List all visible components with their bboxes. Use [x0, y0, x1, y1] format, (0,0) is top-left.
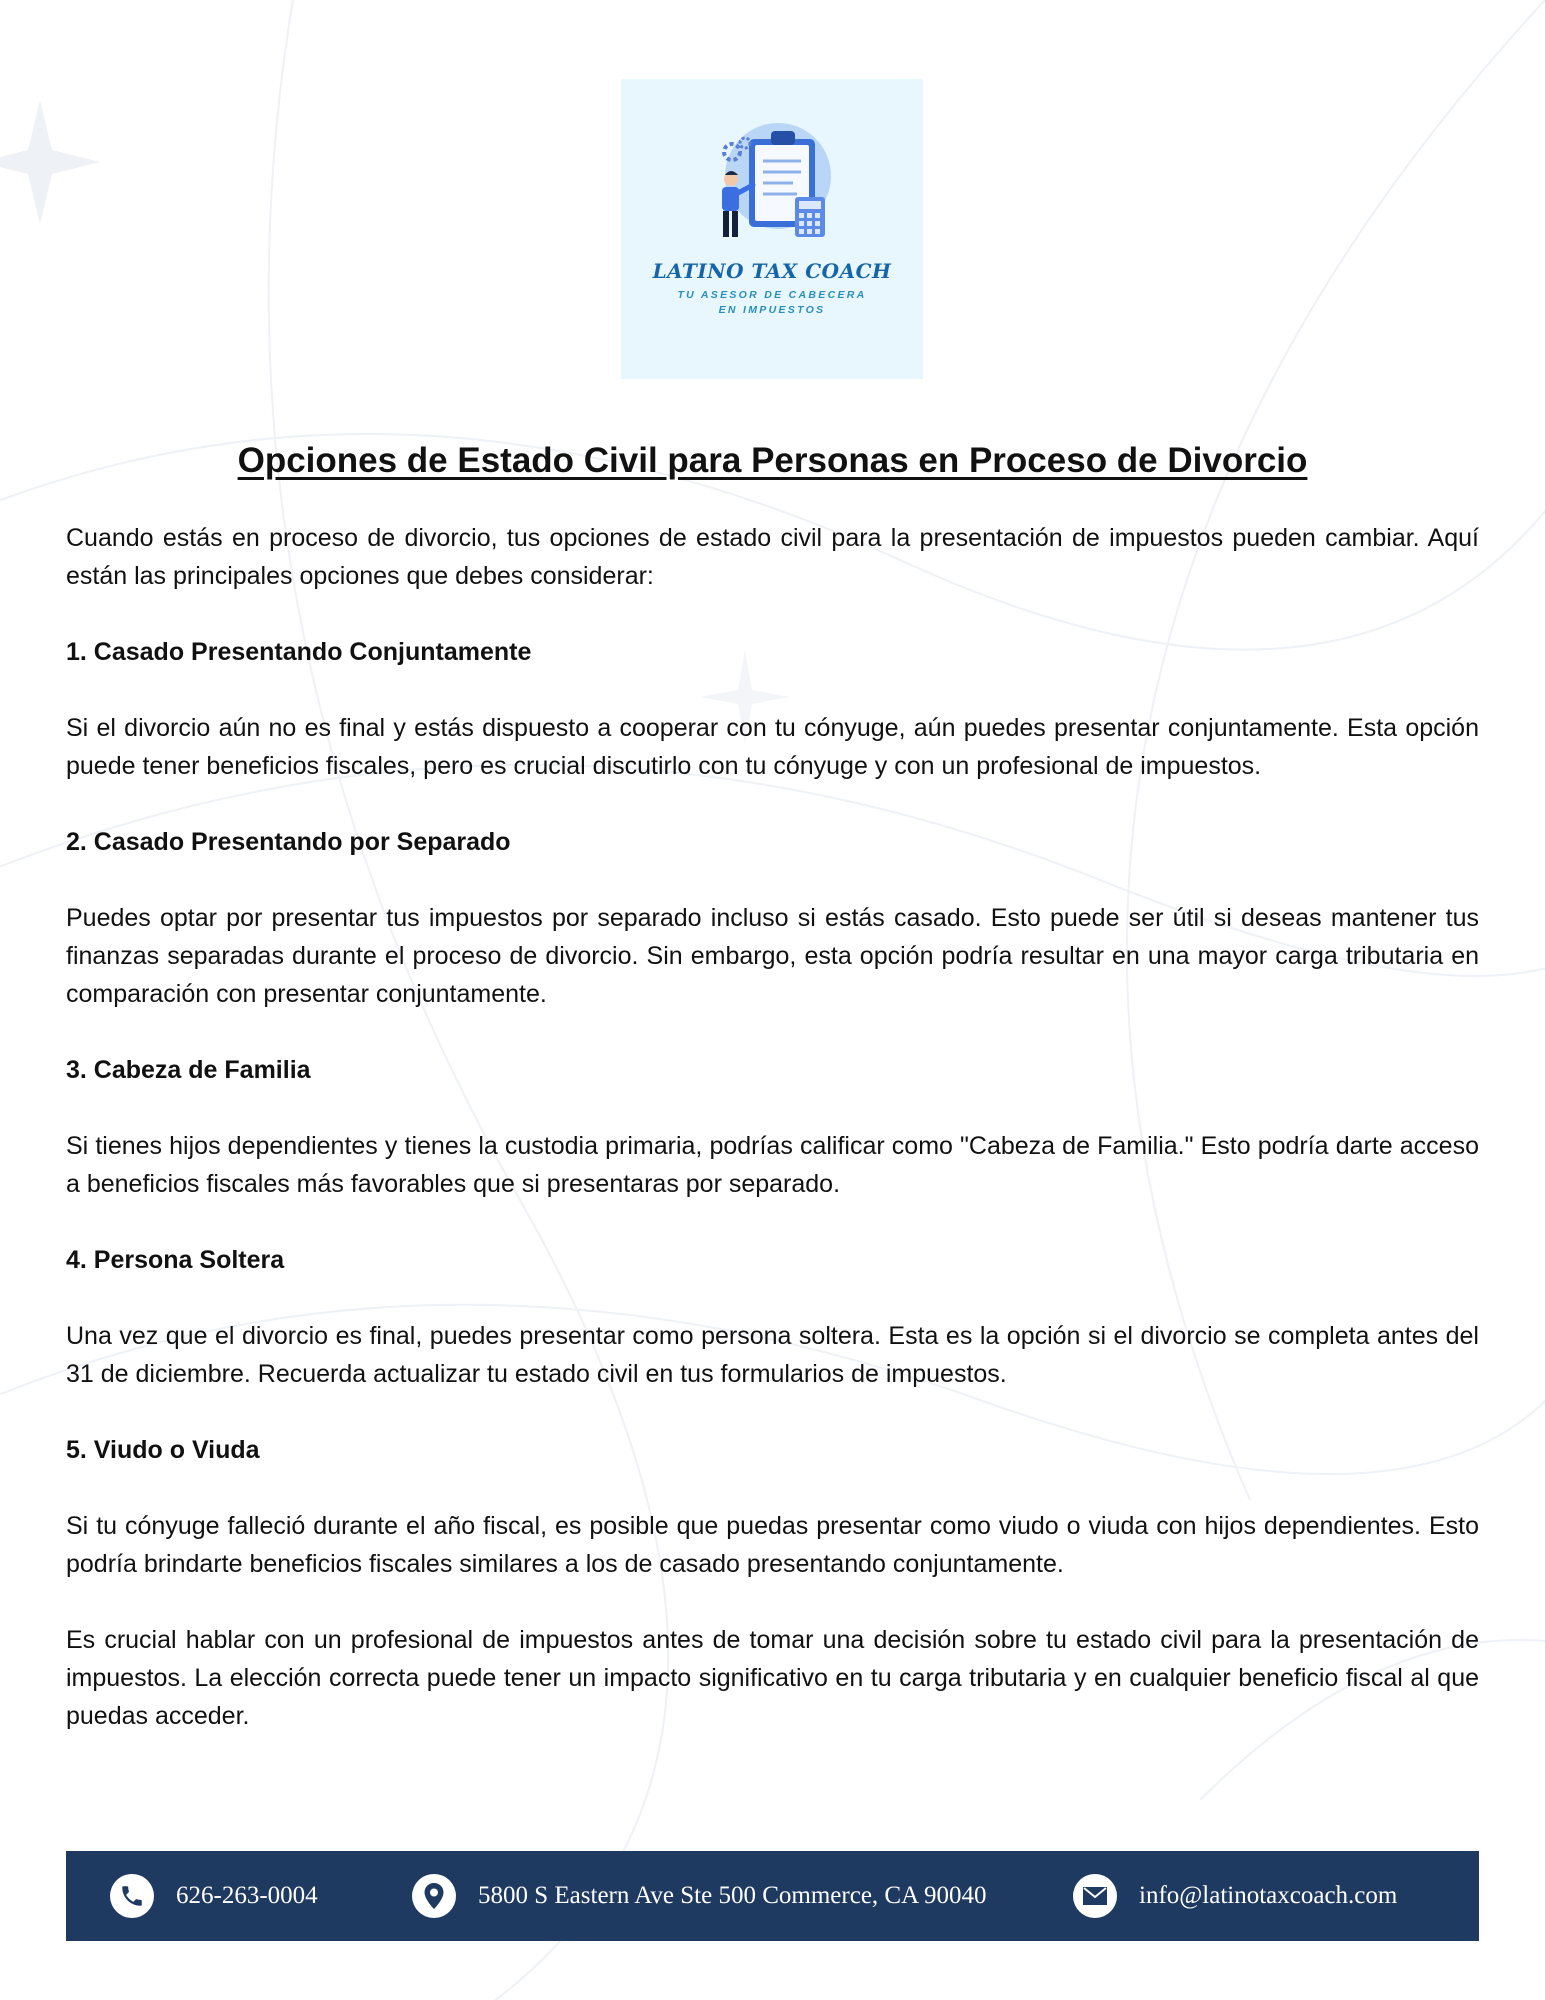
footer-phone[interactable] [110, 1851, 318, 1941]
footer-address[interactable] [412, 1851, 987, 1941]
street-address: 5800 S Eastern Ave Ste 500 Commerce, CA 90040 [478, 1882, 987, 1909]
section-paragraph: Una vez que el divorcio es final, puedes presentar como persona soltera. Esta es la opción si el divorcio se completa antes del 31 de diciembre. Recuerda actualizar tu estado civil en tus formularios de impuestos. [66, 1322, 1479, 1388]
envelope-icon [1073, 1874, 1117, 1918]
footer-email[interactable] [1073, 1851, 1397, 1941]
page-title: Opciones de Estado Civil para Personas en Proceso de Divorcio [237, 441, 1308, 480]
logo [621, 79, 923, 379]
logo-tagline: TU ASESOR DE CABECERA [677, 289, 867, 301]
section-heading: 1. Casado Presentando Conjuntamente [66, 638, 532, 666]
phone-icon [110, 1874, 154, 1918]
sparkle-shape [0, 100, 100, 224]
tax-clipboard-illustration [621, 79, 923, 379]
section-heading: 5. Viudo o Viuda [66, 1436, 260, 1464]
section-paragraph: Si el divorcio aún no es final y estás dispuesto a cooperar con tu cónyuge, aún puedes presentar conjuntamente. Esta opción puede tener beneficios fiscales, pero es crucial discutirlo con tu cónyuge y con un profesional de impuestos. [66, 714, 1479, 780]
location-pin-icon [412, 1874, 456, 1918]
intro-paragraph: Cuando estás en proceso de divorcio, tus opciones de estado civil para la presentación de impuestos pueden cambiar. Aquí están las principales opciones que debes considerar: [66, 524, 1479, 590]
section-heading: 3. Cabeza de Familia [66, 1056, 311, 1084]
section-paragraph: Si tu cónyuge falleció durante el año fiscal, es posible que puedas presentar como viudo o viuda con hijos dependientes. Esto podría brindarte beneficios fiscales similares a los de casado presentando conjuntamente. [66, 1512, 1479, 1578]
email-address: info@latinotaxcoach.com [1139, 1882, 1398, 1909]
document-body [66, 437, 1479, 1773]
section-heading: 2. Casado Presentando por Separado [66, 828, 511, 856]
section-paragraph: Puedes optar por presentar tus impuestos por separado incluso si estás casado. Esto puede ser útil si deseas mantener tus finanzas separadas durante el proceso de divorcio. Sin embargo, esta opción podría resultar en una mayor carga tributaria en comparación con presentar conjuntamente. [66, 904, 1479, 1008]
logo-tagline: EN IMPUESTOS [718, 304, 826, 316]
section-paragraph: Si tienes hijos dependientes y tienes la custodia primaria, podrías calificar como "Cabeza de Familia." Esto podría darte acceso a beneficios fiscales más favorables que si presentaras por separado. [66, 1132, 1479, 1198]
phone-number: 626-263-0004 [176, 1882, 318, 1909]
closing-paragraph: Es crucial hablar con un profesional de impuestos antes de tomar una decisión sobre tu estado civil para la presentación de impuestos. La elección correcta puede tener un impacto significativo en tu carga tributaria y en cualquier beneficio fiscal al que puedas acceder. [66, 1626, 1479, 1730]
contact-footer [66, 1851, 1479, 1941]
section-heading: 4. Persona Soltera [66, 1246, 285, 1274]
logo-wordmark: LATINO TAX COACH [652, 259, 892, 283]
